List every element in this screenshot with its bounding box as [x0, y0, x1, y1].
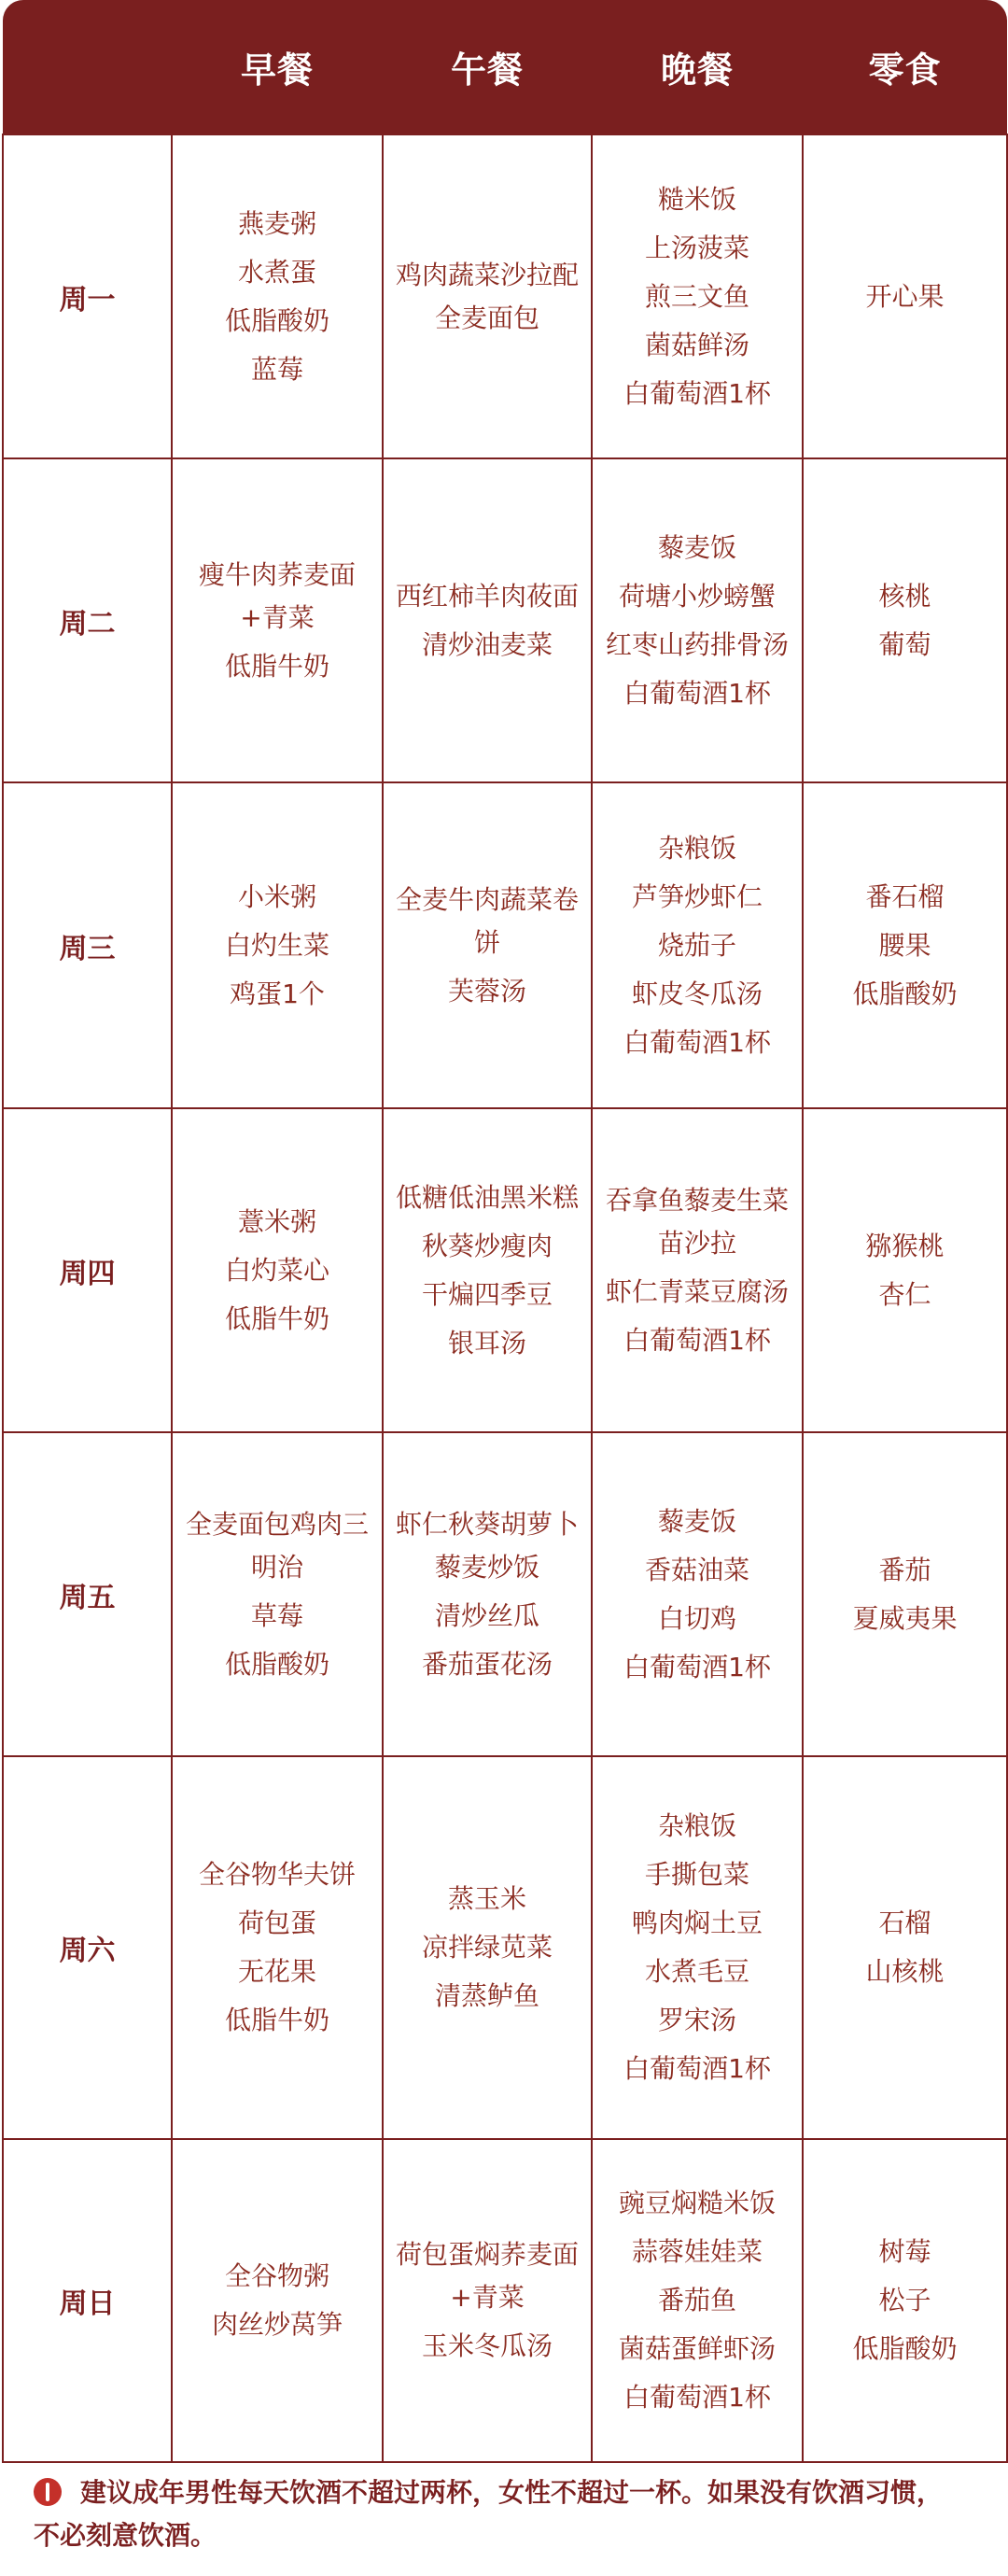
dinner-cell	[592, 1108, 803, 1432]
snack-item: 猕猴桃	[865, 1230, 945, 1261]
breakfast-cell	[172, 1432, 383, 1756]
dinner-item: 番茄鱼	[657, 2285, 736, 2316]
lunch-item: 芙蓉汤	[447, 975, 526, 1006]
snack-item: 番石榴	[865, 880, 945, 912]
dinner-item: 虾皮冬瓜汤	[631, 978, 763, 1009]
note-line-2: 不必刻意饮酒。	[34, 2520, 217, 2551]
snack-item: 松子	[878, 2285, 931, 2316]
dinner-item: 罗宋汤	[657, 2005, 736, 2035]
breakfast-item: 全麦面包鸡肉三明治	[185, 1508, 369, 1583]
header-breakfast: 早餐	[172, 0, 383, 134]
breakfast-cell	[172, 458, 383, 782]
dinner-item: 荷塘小炒螃蟹	[618, 580, 776, 612]
snack-item: 开心果	[865, 280, 945, 312]
snack-cell	[803, 2139, 1007, 2462]
day-label: 周五	[3, 1432, 172, 1756]
dinner-item: 烧茄子	[657, 929, 736, 961]
dinner-cell	[592, 1432, 803, 1756]
dinner-item: 虾仁青菜豆腐汤	[605, 1275, 789, 1307]
lunch-cell	[383, 782, 592, 1108]
lunch-cell	[383, 1756, 592, 2139]
lunch-item: 西红柿羊肉莜面	[395, 580, 579, 612]
snack-item: 杏仁	[878, 1278, 931, 1310]
day-row	[3, 1108, 1007, 1432]
lunch-cell	[383, 458, 592, 782]
alcohol-advice-note	[34, 2471, 976, 2557]
breakfast-cell	[172, 134, 383, 458]
lunch-cell	[383, 1108, 592, 1432]
lunch-item: 清炒油麦菜	[421, 628, 553, 660]
day-row	[3, 2139, 1007, 2462]
snack-item: 低脂酸奶	[852, 2333, 958, 2364]
lunch-item: 凉拌绿苋菜	[421, 1932, 553, 1963]
breakfast-item: 草莓	[250, 1599, 303, 1631]
dinner-item: 白葡萄酒1杯	[623, 2382, 771, 2413]
dinner-item: 香菇油菜	[644, 1554, 749, 1585]
breakfast-cell	[172, 1108, 383, 1432]
breakfast-item: 肉丝炒莴笋	[211, 2309, 343, 2340]
dinner-item: 杂粮饭	[657, 1810, 736, 1841]
breakfast-item: 低脂牛奶	[224, 650, 329, 682]
snack-item: 腰果	[878, 929, 931, 961]
dinner-item: 煎三文鱼	[644, 280, 749, 312]
lunch-item: 鸡肉蔬菜沙拉配全麦面包	[395, 259, 579, 333]
breakfast-item: 低脂酸奶	[224, 1648, 329, 1680]
header-lunch: 午餐	[383, 0, 592, 134]
breakfast-item: 鸡蛋1个	[230, 978, 325, 1009]
header-snack: 零食	[803, 0, 1007, 134]
snack-cell	[803, 1432, 1007, 1756]
snack-cell	[803, 782, 1007, 1108]
day-row	[3, 782, 1007, 1108]
dinner-item: 手撕包菜	[644, 1859, 749, 1890]
dinner-item: 鸭肉焖土豆	[631, 1907, 763, 1938]
lunch-item: 清蒸鲈鱼	[434, 1980, 539, 2011]
lunch-cell	[383, 1432, 592, 1756]
header-dinner: 晚餐	[592, 0, 803, 134]
lunch-item: 番茄蛋花汤	[421, 1648, 553, 1680]
snack-item: 树莓	[878, 2236, 931, 2267]
snack-item: 低脂酸奶	[852, 978, 958, 1009]
header-row	[3, 0, 1007, 134]
dinner-cell	[592, 458, 803, 782]
breakfast-item: 低脂酸奶	[224, 304, 329, 336]
breakfast-item: 白灼生菜	[224, 929, 329, 961]
lunch-item: 秋葵炒瘦肉	[421, 1230, 553, 1261]
lunch-item: 银耳汤	[447, 1327, 526, 1358]
breakfast-item: 蓝莓	[250, 353, 303, 385]
dinner-item: 蒜蓉娃娃菜	[631, 2236, 763, 2267]
dinner-cell	[592, 134, 803, 458]
dinner-item: 藜麦饭	[657, 531, 736, 563]
snack-item: 山核桃	[865, 1956, 945, 1987]
breakfast-item: 白灼菜心	[224, 1254, 329, 1286]
snack-item: 核桃	[878, 580, 931, 612]
dinner-item: 白葡萄酒1杯	[623, 1026, 771, 1058]
header-corner	[3, 0, 172, 134]
breakfast-cell	[172, 782, 383, 1108]
dinner-item: 菌菇蛋鲜虾汤	[618, 2333, 776, 2364]
breakfast-item: 荷包蛋	[237, 1907, 316, 1938]
dinner-cell	[592, 2139, 803, 2462]
breakfast-item: 水煮蛋	[237, 256, 316, 288]
snack-cell	[803, 1756, 1007, 2139]
snack-item: 夏威夷果	[852, 1602, 958, 1634]
lunch-item: 蒸玉米	[447, 1883, 526, 1914]
dinner-item: 白葡萄酒1杯	[623, 1324, 771, 1356]
day-row	[3, 134, 1007, 458]
note-line-1: 建议成年男性每天饮酒不超过两杯，女性不超过一杯。如果没有饮酒习惯，	[80, 2477, 944, 2508]
lunch-item: 荷包蛋焖荞麦面+青菜	[395, 2239, 579, 2313]
dinner-item: 糙米饭	[657, 183, 736, 215]
dinner-cell	[592, 1756, 803, 2139]
dinner-item: 白葡萄酒1杯	[623, 677, 771, 709]
dinner-item: 白葡萄酒1杯	[623, 2053, 771, 2084]
snack-cell	[803, 458, 1007, 782]
dinner-item: 白葡萄酒1杯	[623, 377, 771, 409]
breakfast-item: 瘦牛肉荞麦面+青菜	[198, 558, 356, 633]
weekly-meal-plan-table	[2, 0, 1008, 2463]
breakfast-item: 薏米粥	[237, 1205, 316, 1237]
dinner-item: 白切鸡	[657, 1602, 736, 1634]
alert-icon	[34, 2478, 62, 2506]
snack-item: 石榴	[878, 1907, 931, 1938]
breakfast-item: 低脂牛奶	[224, 2005, 329, 2035]
lunch-item: 干煸四季豆	[421, 1278, 553, 1310]
day-row	[3, 1432, 1007, 1756]
day-label: 周四	[3, 1108, 172, 1432]
breakfast-item: 低脂牛奶	[224, 1302, 329, 1334]
dinner-item: 藜麦饭	[657, 1505, 736, 1537]
day-row	[3, 1756, 1007, 2139]
dinner-item: 水煮毛豆	[644, 1956, 749, 1987]
dinner-item: 杂粮饭	[657, 832, 736, 864]
breakfast-cell	[172, 1756, 383, 2139]
lunch-item: 低糖低油黑米糕	[395, 1181, 579, 1213]
lunch-cell	[383, 2139, 592, 2462]
dinner-item: 菌菇鲜汤	[644, 329, 749, 360]
dinner-item: 豌豆焖糙米饭	[618, 2188, 776, 2218]
day-label: 周六	[3, 1756, 172, 2139]
snack-item: 番茄	[878, 1554, 931, 1585]
snack-cell	[803, 134, 1007, 458]
breakfast-item: 燕麦粥	[237, 207, 316, 239]
snack-item: 葡萄	[878, 628, 931, 660]
breakfast-cell	[172, 2139, 383, 2462]
dinner-item: 红枣山药排骨汤	[605, 628, 789, 660]
day-label: 周二	[3, 458, 172, 782]
dinner-item: 上汤菠菜	[644, 232, 749, 263]
breakfast-item: 小米粥	[237, 880, 316, 912]
breakfast-item: 全谷物粥	[224, 2260, 329, 2291]
lunch-cell	[383, 134, 592, 458]
lunch-item: 玉米冬瓜汤	[421, 2330, 553, 2361]
snack-cell	[803, 1108, 1007, 1432]
lunch-item: 虾仁秋葵胡萝卜藜麦炒饭	[395, 1508, 579, 1583]
day-label: 周日	[3, 2139, 172, 2462]
lunch-item: 全麦牛肉蔬菜卷饼	[395, 883, 579, 958]
breakfast-item: 全谷物华夫饼	[198, 1859, 356, 1890]
dinner-item: 吞拿鱼藜麦生菜苗沙拉	[605, 1184, 789, 1259]
day-row	[3, 458, 1007, 782]
dinner-item: 白葡萄酒1杯	[623, 1651, 771, 1682]
day-label: 周一	[3, 134, 172, 458]
breakfast-item: 无花果	[237, 1956, 316, 1987]
dinner-item: 芦笋炒虾仁	[631, 880, 763, 912]
lunch-item: 清炒丝瓜	[434, 1599, 539, 1631]
day-label: 周三	[3, 782, 172, 1108]
dinner-cell	[592, 782, 803, 1108]
